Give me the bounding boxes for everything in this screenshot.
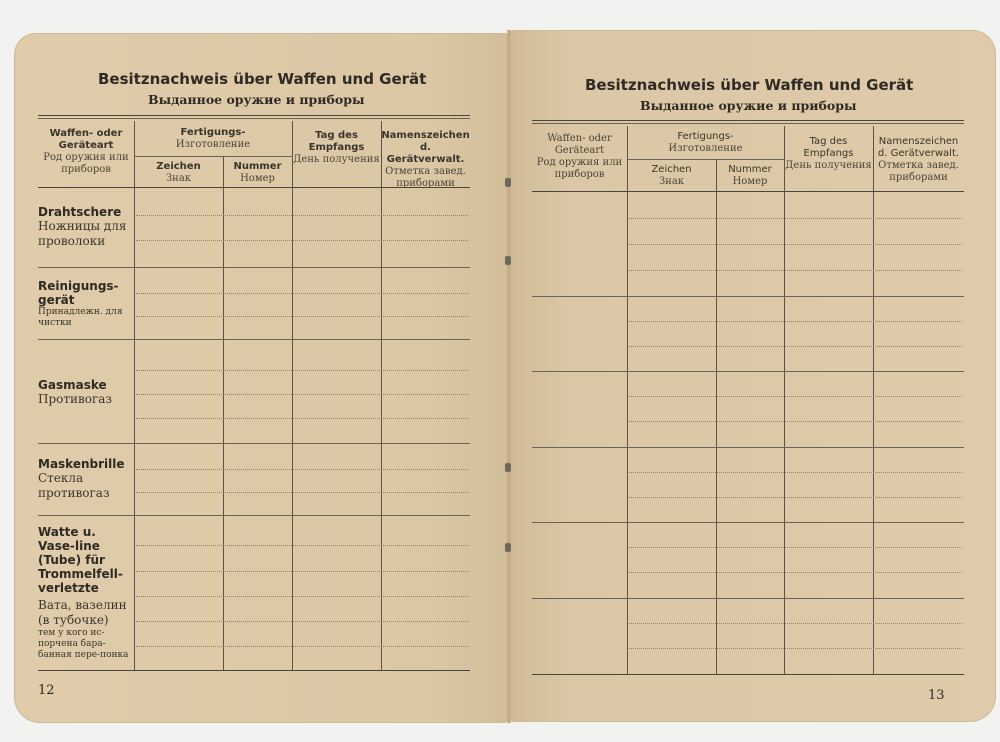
column-divider xyxy=(784,126,785,675)
row-divider xyxy=(532,447,964,448)
header-signature-ru: Отметка завед. приборами xyxy=(385,166,466,189)
dotted-line xyxy=(629,648,962,649)
header-manufacture-ru: Изготовление xyxy=(668,143,743,154)
column-header-date xyxy=(784,136,873,172)
dotted-line xyxy=(629,218,962,219)
right-title-ru: Выданное оружие и приборы xyxy=(640,98,857,113)
column-header-manufacture xyxy=(627,131,784,155)
row-label-de: Drahtschere xyxy=(38,205,122,219)
dotted-line xyxy=(136,596,468,597)
table-rule xyxy=(532,674,964,675)
staple xyxy=(505,256,511,265)
page-number-left: 12 xyxy=(38,683,55,698)
column-header-signature xyxy=(873,136,964,184)
column-divider xyxy=(292,121,293,670)
dotted-line xyxy=(136,492,468,493)
header-signature-ru: Отметка завед. приборами xyxy=(878,160,959,183)
row-divider xyxy=(38,515,470,516)
header-manufacture-ru: Изготовление xyxy=(175,139,251,150)
left-title-de: Besitznachweis über Waffen und Gerät xyxy=(98,70,427,88)
header-date-de: Tag des Empfangs xyxy=(308,130,365,153)
row-label-ru-small: тем у кого ис-порчена бара-банная пере-понка xyxy=(38,628,129,660)
row-divider xyxy=(532,296,964,297)
header-sign-ru: Знак xyxy=(658,176,685,187)
header-number-de: Nummer xyxy=(728,164,772,175)
row-label-ru: Стекла противогаз xyxy=(38,471,110,500)
row-divider xyxy=(532,598,964,599)
dotted-line xyxy=(629,321,962,322)
column-divider xyxy=(223,156,224,670)
column-header-weapon xyxy=(532,133,627,181)
row-divider xyxy=(38,339,470,340)
row-label-de: Maskenbrille xyxy=(38,457,125,471)
row-divider xyxy=(38,267,470,268)
row-label-mask-glasses xyxy=(38,457,132,501)
header-weapon-ru: Род оружия или приборов xyxy=(43,152,129,175)
table-rule xyxy=(38,115,470,116)
row-label-de: Reinigungs-gerät xyxy=(38,279,119,307)
column-header-number xyxy=(223,161,292,185)
dotted-line xyxy=(629,547,962,548)
dotted-line xyxy=(136,469,468,470)
column-header-signature xyxy=(381,130,470,190)
dotted-line xyxy=(629,244,962,245)
column-header-manufacture xyxy=(134,127,292,151)
header-sign-ru: Знак xyxy=(165,173,192,184)
row-label-wire-cutter xyxy=(38,205,132,249)
dotted-line xyxy=(136,215,468,216)
row-label-de: Watte u. Vase-line (Tube) für Trommelfell-verletzte xyxy=(38,525,123,595)
dotted-line xyxy=(136,394,468,395)
row-label-cotton-vaseline xyxy=(38,525,132,661)
table-rule xyxy=(532,120,964,121)
row-divider xyxy=(532,371,964,372)
header-weapon-ru: Род оружия или приборов xyxy=(536,157,623,180)
header-number-ru: Номер xyxy=(732,176,768,187)
book-spine xyxy=(507,30,511,723)
row-label-gas-mask xyxy=(38,378,132,407)
table-rule xyxy=(134,156,292,157)
dotted-line xyxy=(136,370,468,371)
column-divider xyxy=(381,121,382,670)
dotted-line xyxy=(629,497,962,498)
staple xyxy=(505,178,511,187)
header-number-ru: Номер xyxy=(240,173,275,184)
header-manufacture-de: Fertigungs- xyxy=(677,131,734,142)
dotted-line xyxy=(136,571,468,572)
header-weapon-de: Waffen- oder Geräteart xyxy=(547,133,612,156)
table-rule xyxy=(38,670,470,671)
row-divider xyxy=(38,443,470,444)
row-label-ru: Ножницы для проволоки xyxy=(38,219,127,248)
dotted-line xyxy=(136,646,468,647)
column-header-number xyxy=(716,164,784,188)
column-divider xyxy=(134,121,135,670)
header-sign-de: Zeichen xyxy=(651,164,692,175)
table-rule xyxy=(532,191,964,192)
table-rule xyxy=(627,159,784,160)
right-title-de: Besitznachweis über Waffen und Gerät xyxy=(585,76,914,94)
header-signature-de: Namenszeichen d. Gerätverwalt. xyxy=(381,130,470,165)
row-label-ru: Вата, вазелин (в тубочке) xyxy=(38,598,127,627)
dotted-line xyxy=(629,270,962,271)
column-header-sign xyxy=(134,161,223,185)
header-date-ru: День получения xyxy=(293,154,380,165)
header-date-de: Tag des Empfangs xyxy=(803,136,854,159)
dotted-line xyxy=(629,396,962,397)
header-manufacture-de: Fertigungs- xyxy=(180,127,246,138)
column-header-date xyxy=(292,130,381,166)
column-header-sign xyxy=(627,164,716,188)
row-label-ru-small: Принадлежн. для чистки xyxy=(38,307,123,328)
dotted-line xyxy=(629,472,962,473)
dotted-line xyxy=(136,418,468,419)
row-label-cleaning-kit xyxy=(38,279,132,329)
dotted-line xyxy=(629,346,962,347)
column-divider xyxy=(627,126,628,675)
table-rule xyxy=(532,123,964,124)
row-label-de: Gasmaske xyxy=(38,378,107,392)
left-title-ru: Выданное оружие и приборы xyxy=(148,92,365,107)
dotted-line xyxy=(629,572,962,573)
header-number-de: Nummer xyxy=(233,161,282,172)
dotted-line xyxy=(629,421,962,422)
dotted-line xyxy=(136,316,468,317)
header-weapon-de: Waffen- oder Geräteart xyxy=(49,128,123,151)
page-number-right: 13 xyxy=(928,688,945,703)
column-divider xyxy=(873,126,874,675)
dotted-line xyxy=(136,621,468,622)
table-rule xyxy=(38,118,470,119)
row-divider xyxy=(532,522,964,523)
staple xyxy=(505,543,511,552)
staple xyxy=(505,463,511,472)
dotted-line xyxy=(136,545,468,546)
row-label-ru: Противогаз xyxy=(38,392,112,406)
dotted-line xyxy=(629,623,962,624)
header-signature-de: Namenszeichen d. Gerätverwalt. xyxy=(877,136,960,159)
header-sign-de: Zeichen xyxy=(156,161,201,172)
column-header-weapon xyxy=(38,128,134,176)
dotted-line xyxy=(136,293,468,294)
header-date-ru: День получения xyxy=(785,160,872,171)
dotted-line xyxy=(136,240,468,241)
